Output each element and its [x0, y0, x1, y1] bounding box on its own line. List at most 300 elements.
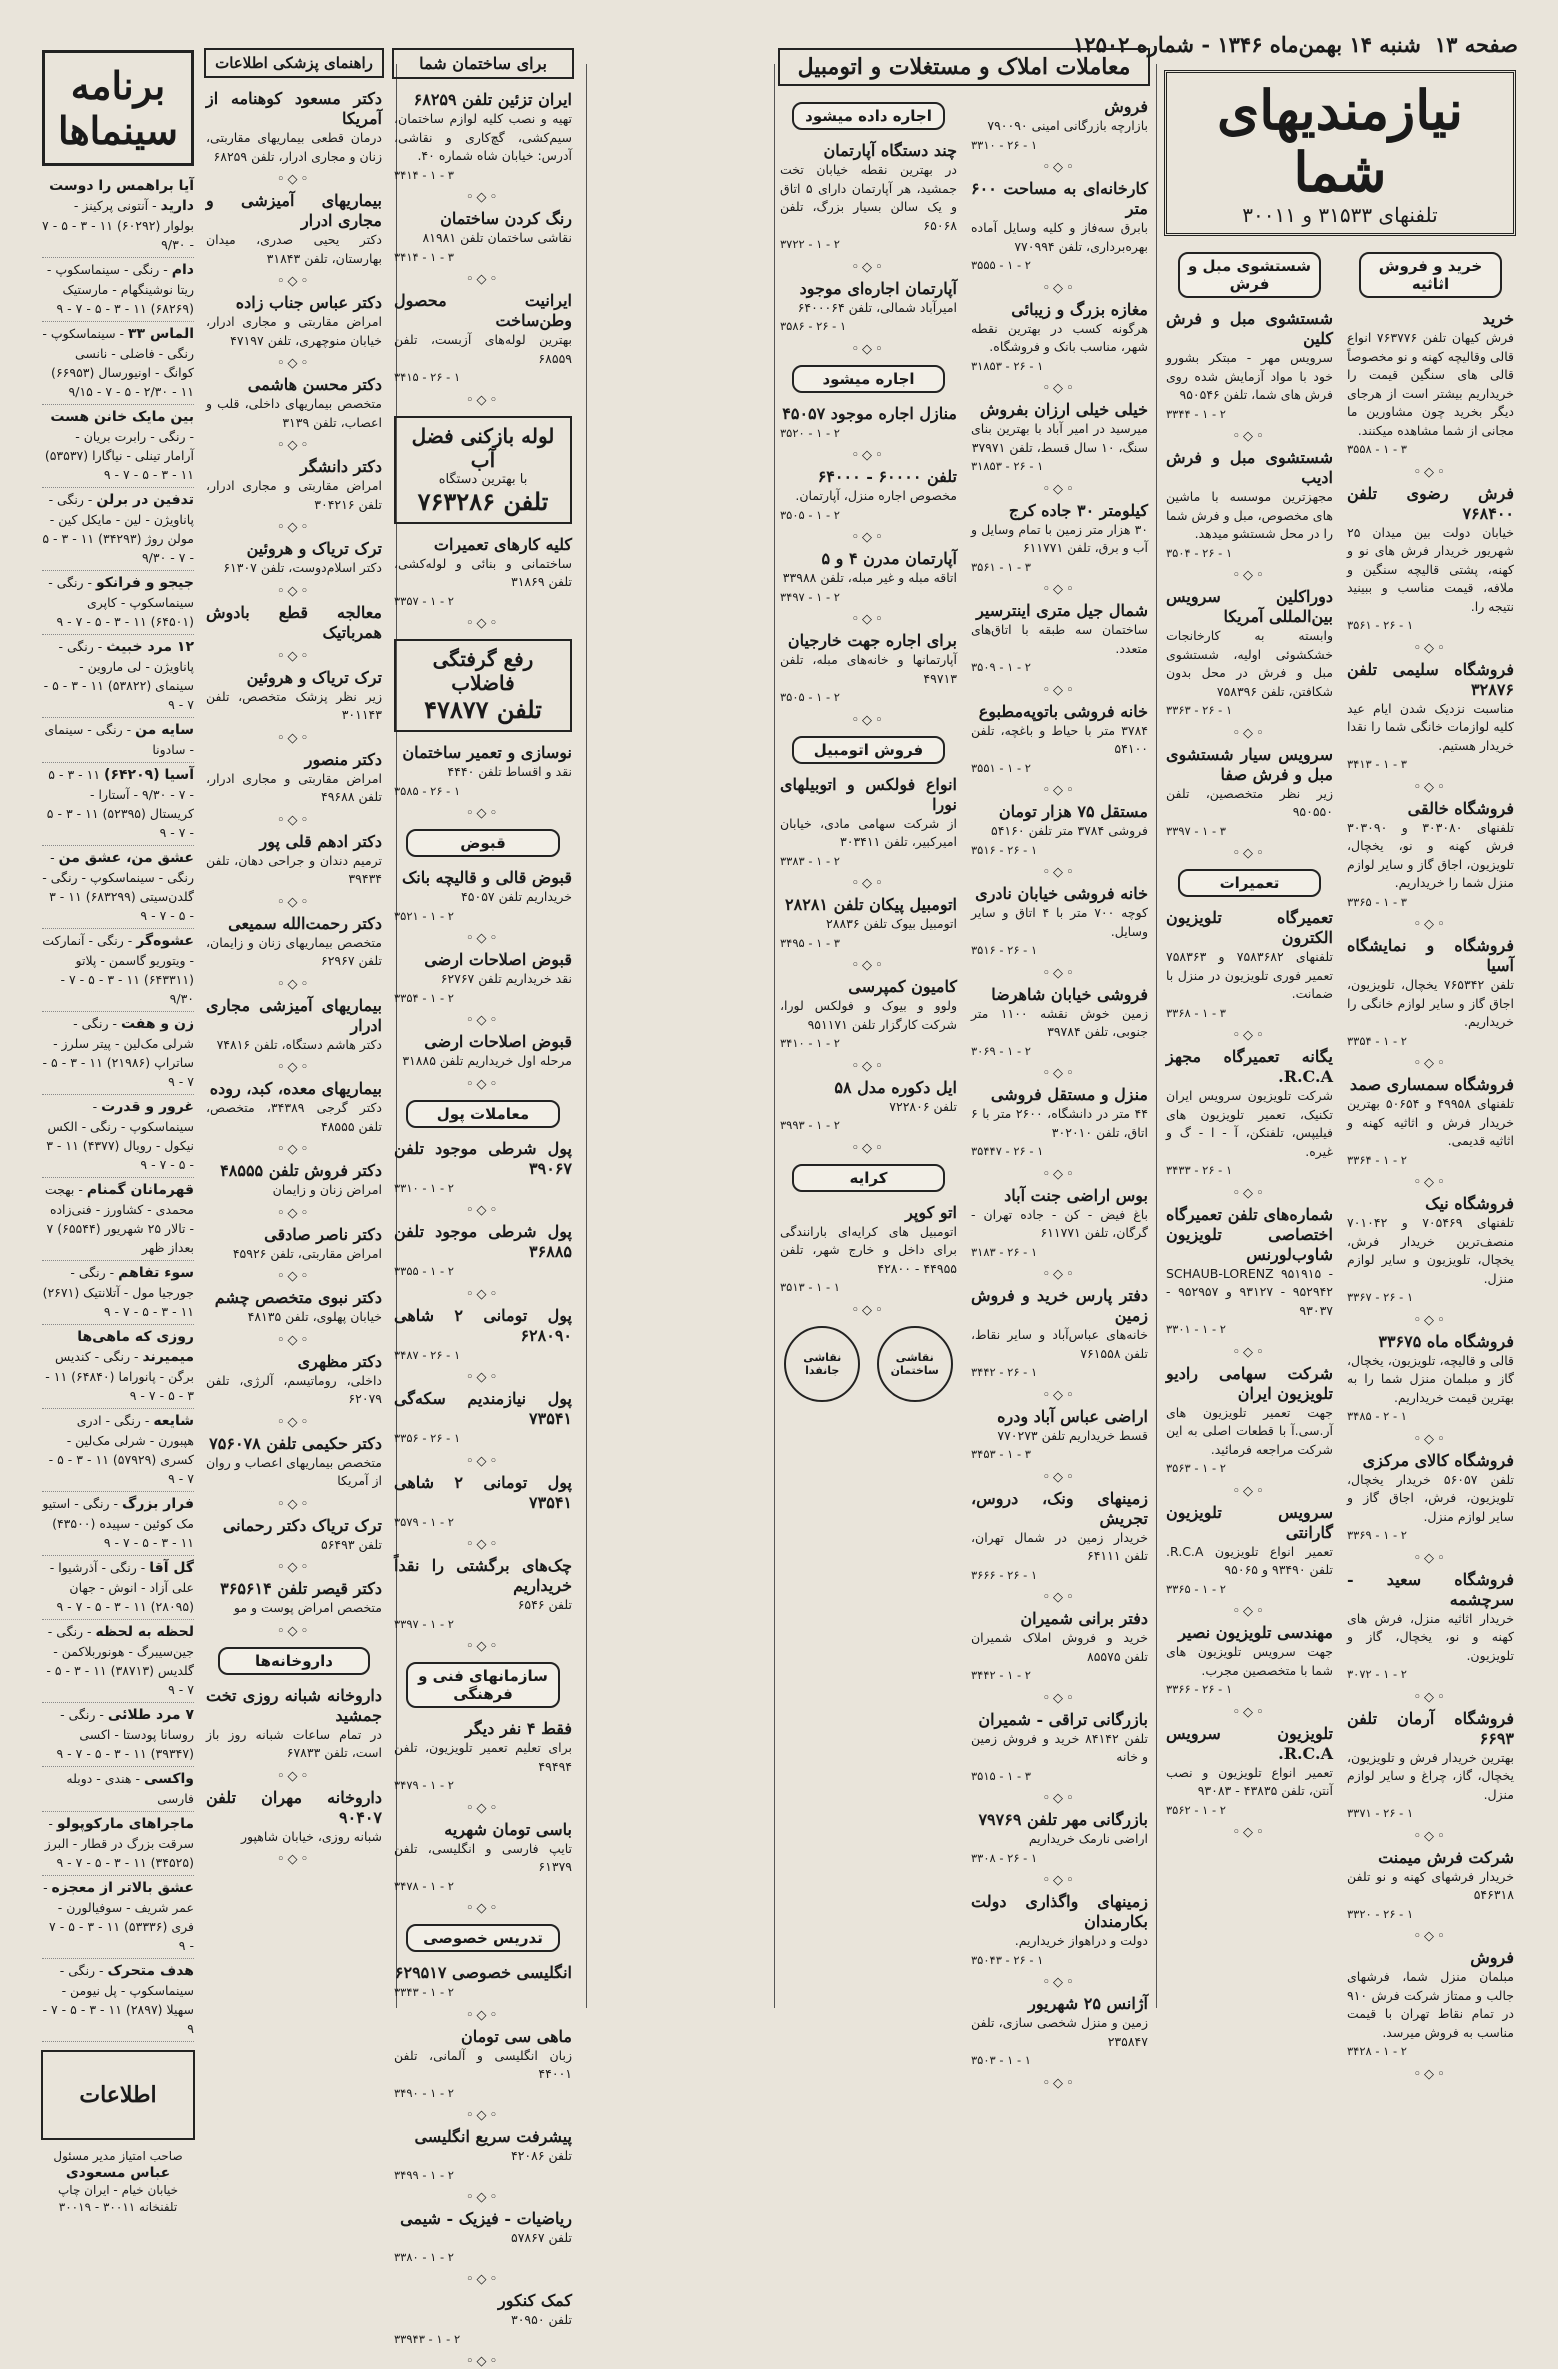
- ad-title: ترک تریاک دکتر رحمانی: [222, 1515, 382, 1535]
- ad-title: آپارتمان اجاره‌ای موجود: [799, 278, 957, 298]
- ad-code: ۳۴۱۳ - ۱ - ۳: [1347, 757, 1407, 771]
- ad-body: تهیه و نصب کلیه لوازم ساختمان، سیم‌کشی، گچ‌کاری و نقاشی، آدرس: خیابان شاه شماره ۴۰.: [394, 111, 572, 163]
- cinema-listing: [42, 1261, 194, 1325]
- cinema-listing: [42, 718, 194, 763]
- cinema-listing: [42, 1409, 194, 1492]
- ad-separator: ◦◇◦: [1042, 682, 1077, 698]
- cinema-listing: [42, 763, 194, 846]
- section-buy-sell: خرید و فروش اثاثیه: [1359, 252, 1502, 298]
- ad-title: مغازه بزرگ و زیبائی: [1011, 299, 1148, 319]
- classified-ad: [969, 1082, 1150, 1165]
- ad-body: مخصوص اجاره منزل، آپارتمان.: [795, 488, 957, 503]
- doctor-ad: [204, 454, 384, 518]
- ad-title: شرکت سهامی رادیو تلویزیون ایران: [1166, 1363, 1333, 1403]
- ad-separator: ◦◇◦: [465, 931, 501, 946]
- ad-body: امراض زنان و زایمان: [272, 1182, 382, 1197]
- film-details: - سرقت بزرگ در قطار - البرز (۳۴۵۲۵) ۱۱ - ۳ - ۵ - ۷ - ۹: [44, 1816, 194, 1870]
- ad-separator: ◦◇◦: [465, 1370, 501, 1385]
- ad-body: زبان انگلیسی و آلمانی، تلفن ۴۴۰۰۱: [394, 2047, 572, 2081]
- classified-ad: [1164, 1202, 1335, 1343]
- ad-code: ۳۵۱۳ - ۱ - ۱: [780, 1280, 840, 1294]
- cinema-listing: [42, 405, 194, 488]
- section-banner: [1164, 70, 1516, 236]
- ad-separator: ◦◇◦: [851, 712, 886, 728]
- film-title: سوء تفاهم: [118, 1265, 194, 1281]
- ad-separator: ◦◇◦: [1042, 1975, 1077, 1990]
- ad-title: ترک تریاک و هروئین: [246, 667, 382, 687]
- section-rent: اجاره داده میشود: [792, 102, 945, 130]
- ad-body: تلفن ۴۲۰۸۶: [510, 2148, 572, 2163]
- film-details: - رنگی - رابرت بریان - آرامار تینلی - نیاگارا (۵۳۵۳۷) ۱۱ - ۳ - ۵ - ۷ - ۹: [44, 429, 194, 482]
- cinema-listing: [42, 635, 194, 718]
- banner-title: نیازمندیهای شما: [1216, 78, 1464, 204]
- ad-body: خرید و فروش املاک شمیران تلفن ۸۵۵۷۵: [971, 1630, 1148, 1664]
- ad-title: اتو کوپر: [905, 1202, 957, 1222]
- ad-body: از شرکت سهامی مادی، خیابان امیرکبیر، تلفن ۳۰۳۴۱۱: [780, 815, 957, 849]
- ad-separator: ◦◇◦: [1413, 2066, 1448, 2082]
- ad-body: SCHAUB-LORENZ ۹۵۱۹۱۵ - ۹۳۱۲۷ - ۹۵۲۹۴۲ و ۹۵۲۹۵۷ - ۹۳۰۳۷: [1166, 1265, 1334, 1318]
- classified-ad: [1164, 905, 1335, 1026]
- ad-code: ۳۴۴۲ - ۱ - ۲: [971, 1668, 1031, 1682]
- ad-body: ساختمانی و بنائی و لوله‌کشی، تلفن ۳۱۸۶۹: [394, 555, 572, 589]
- ad-code: ۳۵۱۵ - ۱ - ۳: [971, 1768, 1031, 1783]
- ad-code: ۳۳۹۷ - ۱ - ۲: [394, 1616, 454, 1631]
- ad-separator: ◦◇◦: [276, 356, 312, 371]
- ad-title: فرش رضوی تلفن ۷۶۸۴۰۰: [1347, 483, 1514, 523]
- classified-ad: [969, 982, 1150, 1065]
- ad-title: فروشگاه ماه ۳۳۶۷۵: [1378, 1331, 1514, 1351]
- ad-title: تعمیرگاه تلویزیون الکترون: [1166, 908, 1333, 947]
- ad-separator: ◦◇◦: [1232, 429, 1267, 444]
- film-title: هدف متحرک: [107, 1963, 194, 1979]
- ad-separator: ◦◇◦: [851, 341, 886, 357]
- ad-code: ۳۵۵۵ - ۱ - ۲: [971, 258, 1031, 272]
- doctor-ad: [204, 665, 384, 729]
- ad-title: کیلومتر ۳۰ جاده کرج: [1008, 500, 1148, 520]
- classified-ad: [1164, 1620, 1335, 1703]
- section-wanted: اجاره میشود: [792, 365, 945, 393]
- film-title: بین مایک خانن هست: [50, 409, 194, 425]
- ad-separator: ◦◇◦: [1042, 1873, 1077, 1888]
- ad-code: ۳۵۰۵ - ۱ - ۲: [780, 507, 840, 522]
- ad-body: تلفنهای ۷۵۸۳۶۸۲ و ۷۵۸۳۶۳ تعمیر فوری تلویزیون در منزل با ضمانت.: [1166, 949, 1333, 1001]
- ad-separator: ◦◇◦: [465, 392, 501, 408]
- ad-title: دکتر نبوی متخصص چشم: [214, 1288, 382, 1307]
- ad-separator: ◦◇◦: [465, 2272, 501, 2287]
- ad-separator: ◦◇◦: [276, 730, 312, 746]
- ad-separator: ◦◇◦: [1413, 1312, 1448, 1328]
- ad-code: ۳۹۹۳ - ۱ - ۲: [780, 1118, 840, 1132]
- ad-separator: ◦◇◦: [276, 1768, 312, 1784]
- ad-body: آپارتمانها و خانه‌های مبله، تلفن ۴۹۷۱۳: [780, 652, 957, 686]
- drain-cleaning-ad: لوله بازکنی فضل آب با بهترین دستگاه تلفن ۷۶۳۲۸۶: [394, 416, 572, 524]
- ad-body: تلفن ۷۲۲۸۰۶: [889, 1098, 957, 1114]
- ad-separator: ◦◇◦: [1413, 779, 1448, 795]
- column-rule: [1156, 64, 1157, 2008]
- ad-separator: ◦◇◦: [1042, 1590, 1077, 1605]
- ad-title: فروش: [1104, 97, 1148, 116]
- ad-code: ۳۴۱۰ - ۱ - ۲: [780, 1036, 840, 1050]
- cinema-title: برنامه سینماها: [42, 50, 194, 166]
- ad-body: قالی و قالیچه، تلویزیون، یخچال، گاز و مبلمان منزل شما را به بهترین قیمت خریداریم.: [1347, 1352, 1514, 1405]
- ad-code: ۳۴۱۵ - ۲۶ - ۱: [394, 370, 461, 384]
- ad-separator: ◦◇◦: [276, 1560, 312, 1575]
- ad-separator: ◦◇◦: [276, 976, 312, 992]
- ad-code: ۳۴۹۵ - ۱ - ۳: [780, 935, 840, 950]
- ad-body: کوچه ۷۰۰ متر با ۴ اتاق و سایر وسایل.: [971, 905, 1148, 939]
- cinema-listing: [42, 322, 194, 405]
- ad-title: ماهی سی تومان: [460, 2026, 572, 2046]
- ad-title: خیلی خیلی ارزان بفروش: [979, 400, 1148, 419]
- ad-code: ۳۵۸۶ - ۲۶ - ۱: [780, 319, 847, 333]
- section-receipts: قبوض: [406, 829, 560, 857]
- ad-title: سرویس سیار شستشوی مبل و فرش صفا: [1166, 744, 1333, 784]
- ad-code: ۳۴۸۵ - ۲ - ۱: [1347, 1409, 1407, 1423]
- classified-ad: [1345, 933, 1516, 1054]
- doctor-ad: [204, 911, 384, 975]
- cinema-listing: [42, 1876, 194, 1959]
- ad-body: نقاشی ساختمان تلفن ۸۱۹۸۱: [422, 230, 572, 245]
- classified-ad: [778, 401, 959, 447]
- ad-separator: ◦◇◦: [1413, 1828, 1448, 1844]
- ad-title: دفتر برانی شمیران: [1020, 1609, 1148, 1628]
- film-title: ماجراهای مارکوپولو: [56, 1816, 194, 1832]
- ad-code: ۳۵۶۱ - ۱ - ۳: [971, 559, 1031, 574]
- ad-separator: ◦◇◦: [1042, 1267, 1077, 1282]
- ad-separator: ◦◇◦: [276, 583, 312, 599]
- cinema-listing: [42, 929, 194, 1012]
- film-details: - رنگی - استیو مک کوئین - سپیده (۴۳۵۰۰) ۱۱ - ۳ - ۵ - ۷ - ۹: [42, 1496, 194, 1550]
- classified-ad: [969, 498, 1150, 581]
- ad-code: ۳۴۳۳ - ۲۶ - ۱: [1166, 1163, 1233, 1177]
- ad-separator: ◦◇◦: [465, 1203, 501, 1218]
- classified-ad: [1164, 1721, 1335, 1824]
- classified-ad: [778, 1200, 959, 1301]
- ad-code: ۳۵۱۶ - ۲۶ - ۱: [971, 842, 1038, 857]
- classified-ad: [392, 206, 574, 270]
- classified-ad: [392, 288, 574, 391]
- ad-code: ۳۳۶۳ - ۲۶ - ۱: [1166, 703, 1233, 717]
- ad-body: خریدار اثاثیه منزل، فرش های کهنه و نو، یخچال، گاز و تلویزیون.: [1347, 1610, 1514, 1663]
- classified-ad: [392, 532, 574, 615]
- ad-separator: ◦◇◦: [851, 259, 886, 275]
- ad-body: تلفن ۵۶۰۵۷ خریدار یخچال، تلویزیون، فرش، اجاق گاز و سایر لوازم منزل.: [1347, 1471, 1514, 1524]
- ad-code: ۳۳۶۵ - ۱ - ۲: [1166, 1581, 1226, 1596]
- column-building: [390, 44, 576, 2369]
- cinema-listing: [42, 1012, 194, 1095]
- section-technical: سازمانهای فنی و فرهنگی: [406, 1662, 560, 1708]
- ad-body: امراض مقاربتی، تلفن ۴۵۹۲۶: [232, 1245, 382, 1261]
- ad-title: چند دستگاه آپارتمان: [823, 141, 957, 160]
- ad-title: داروخانه شبانه روزی تخت جمشید: [206, 1685, 382, 1725]
- classified-ad: [969, 1889, 1150, 1973]
- section-tutoring: تدریس خصوصی: [406, 1924, 560, 1952]
- classified-ad: [969, 1404, 1150, 1468]
- classified-ad: [392, 1817, 574, 1900]
- classified-ad: [1345, 1706, 1516, 1827]
- ad-title: شستشوی مبل و فرش کلین: [1166, 309, 1333, 348]
- section-money: معاملات پول: [406, 1100, 560, 1128]
- ad-body: ۴۴ متر در دانشگاه، ۲۶۰۰ متر با ۶ اتاق، تلفن ۳۰۲۰۱۰: [971, 1106, 1148, 1140]
- ad-separator: ◦◇◦: [276, 648, 312, 664]
- ad-separator: ◦◇◦: [1232, 1704, 1267, 1720]
- ad-code: ۳۳۶۸ - ۱ - ۳: [1166, 1005, 1226, 1020]
- ad-body: هرگونه کسب در بهترین نقطه شهر، مناسب بانک و فروشگاه.: [971, 320, 1148, 354]
- ad-code: ۳۳۱۰ - ۲۶ - ۱: [971, 137, 1038, 152]
- ad-separator: ◦◇◦: [465, 2190, 501, 2205]
- ad-separator: ◦◇◦: [1232, 1028, 1267, 1043]
- film-title: فرار بزرگ: [122, 1496, 194, 1512]
- ad-separator: ◦◇◦: [1413, 1175, 1448, 1190]
- ad-separator: ◦◇◦: [1232, 846, 1267, 861]
- ad-body: تعمیر انواع تلویزیون R.C.A. تلفن ۹۳۴۹۰ و ۹۵۰۶۵: [1166, 1543, 1333, 1577]
- film-title: عشوه‌گر: [136, 933, 194, 949]
- ad-separator: ◦◇◦: [851, 958, 886, 973]
- ad-separator: ◦◇◦: [276, 1414, 312, 1430]
- classified-ad: [969, 1486, 1150, 1589]
- doctor-ad: [204, 829, 384, 893]
- cinema-listing: [42, 1959, 194, 2042]
- ad-separator: ◦◇◦: [276, 894, 312, 910]
- film-details: - رنگی - شرلی مک‌لین - پیتر سلرز - ساتراپ (۲۱۹۸۶) ۱۱ - ۳ - ۵ - ۷ - ۹: [42, 1016, 194, 1089]
- ad-title: یگانه تعمیرگاه مجهز R.C.A.: [1166, 1047, 1333, 1086]
- film-title: ۷ مرد طلائی: [107, 1707, 194, 1723]
- ad-code: ۳۵۱۶ - ۲۶ - ۱: [971, 943, 1038, 957]
- ad-body: سرویس مهر - مبتکر بشورو خود با مواد آزمایش شده روی فرش های شما، تلفن ۹۵۰۵۴۶: [1166, 350, 1333, 402]
- painter-stamp: نقاشی ساختمان: [877, 1326, 953, 1402]
- film-details: - رنگی - پاناویژن - لین - مایکل کین - مولن روژ (۳۴۲۹۳) ۱۱ - ۳ - ۵ - ۷ - ۹/۳۰: [42, 492, 194, 565]
- ad-separator: ◦◇◦: [1042, 481, 1077, 497]
- classified-ad: [392, 1553, 574, 1637]
- classified-ad: [392, 1386, 574, 1452]
- classified-ad: [778, 464, 959, 528]
- film-details: - رنگی - جین‌سیبرگ - هونوربلاکمن - گلدیس (۳۸۷۱۳) ۱۱ - ۳ - ۵ - ۷ - ۹: [46, 1624, 194, 1697]
- ad-separator: ◦◇◦: [1042, 160, 1077, 175]
- column-rule: [774, 64, 775, 2008]
- ad-separator: ◦◇◦: [465, 2007, 501, 2023]
- classified-ad: [969, 397, 1150, 480]
- section-title-building: برای ساختمان شما: [392, 48, 574, 79]
- film-details: - رنگی - سینماسکوپ - کاپری (۶۴۵۰۱) ۱۱ - ۳ - ۵ - ۷ - ۹: [48, 575, 194, 629]
- ad-body: خیابان پهلوی، تلفن ۴۸۱۳۵: [247, 1309, 382, 1324]
- ad-separator: ◦◇◦: [276, 1205, 312, 1221]
- ad-code: ۳۳۵۴ - ۱ - ۲: [1347, 1033, 1407, 1048]
- section-title-medical: راهنمای پزشکی اطلاعات: [204, 48, 384, 78]
- cinema-listing: [42, 1325, 194, 1409]
- ad-separator: ◦◇◦: [1232, 1185, 1267, 1201]
- ad-title: خانه فروشی باتوپه‌مطبوع: [978, 701, 1148, 721]
- ad-code: ۳۵۵۱ - ۱ - ۲: [971, 760, 1031, 775]
- ad-body: بازارچه بازرگانی امینی ۷۹۰۰۹۰: [987, 118, 1148, 133]
- ad-body: دکتر اسلام‌دوست، تلفن ۶۱۳۰۷: [223, 560, 382, 575]
- classified-ad: [392, 740, 574, 804]
- ad-title: فروش: [1470, 1948, 1514, 1967]
- ad-code: ۳۵۰۴ - ۲۶ - ۱: [1166, 545, 1233, 560]
- ad-title: زمینهای ونک، دروس، تجریش: [971, 1488, 1148, 1528]
- doctor-ad: [204, 86, 384, 170]
- ad-separator: ◦◇◦: [465, 2354, 501, 2369]
- ad-title: اتومبیل پیکان تلفن ۲۸۲۸۱: [785, 895, 957, 914]
- section-pharmacies: داروخانه‌ها: [218, 1647, 370, 1675]
- ad-separator: ◦◇◦: [1413, 1056, 1448, 1071]
- ad-code: ۳۵۶۳ - ۱ - ۲: [1166, 1461, 1226, 1475]
- page-number: صفحه ۱۳: [1434, 31, 1518, 57]
- classified-ad: [392, 947, 574, 1011]
- ad-body: خیابان دولت بین میدان ۲۵ شهریور خریدار فرش های نو و کهنه، پشتی قالیچه سنگین و ملافه، قیمت مناسب و ببینید نتیجه را.: [1347, 524, 1514, 614]
- ad-separator: ◦◇◦: [465, 1537, 501, 1552]
- ad-body: تلفن ۸۴۱۴۲ خرید و فروش زمین و خانه: [971, 1730, 1149, 1764]
- ad-separator: ◦◇◦: [1413, 640, 1448, 656]
- drain-unclogging-ad: رفع گرفتگی فاضلاب تلفن ۴۷۸۷۷: [394, 639, 572, 732]
- film-title: روزی که ماهی‌ها میمیرند: [77, 1329, 194, 1365]
- publisher-info: صاحب امتیاز مدیر مسئول عباس مسعودی خیابان خیام - ایران چاپ تلفنخانه ۳۰۰۱۱ - ۳۰۰۱۹: [53, 2149, 183, 2214]
- section-rental: کرایه: [792, 1164, 945, 1192]
- film-details: - هندی - دوبله فارسی: [66, 1771, 194, 1806]
- doctor-ad: [204, 1285, 384, 1331]
- classified-ad: [778, 546, 959, 610]
- ad-title: دکتر ناصر صادقی: [264, 1224, 382, 1244]
- ad-body: شبانه روزی، خیابان شاهپور: [241, 1828, 382, 1844]
- classified-ad: [1345, 1072, 1516, 1173]
- ad-code: ۳۵۵۸ - ۱ - ۳: [1347, 442, 1407, 456]
- ad-code: ۳۳۰۱ - ۱ - ۲: [1166, 1322, 1226, 1336]
- ad-title: رنگ کردن ساختمان: [440, 209, 572, 228]
- ad-title: پول شرطی موجود تلفن ۳۹۰۶۷: [394, 1138, 572, 1178]
- ad-title: کارخانه‌ای به مساحت ۶۰۰ متر: [971, 179, 1148, 218]
- ad-separator: ◦◇◦: [276, 1852, 312, 1867]
- ad-separator: ◦◇◦: [1232, 1344, 1267, 1360]
- ad-body: متخصص بیماریهای داخلی، قلب و اعصاب، تلفن ۳۱۳۹: [206, 396, 382, 430]
- ad-title: بیماریهای آمیزشی مجاری ادرار: [206, 995, 382, 1035]
- ad-title: کمک کنکور: [497, 2291, 572, 2310]
- ad-separator: ◦◇◦: [276, 1496, 312, 1512]
- ad-code: ۳۶۶۶ - ۲۶ - ۱: [971, 1567, 1038, 1582]
- ad-title: شمال جیل متری اینترسیر: [976, 601, 1148, 620]
- ad-title: پول تومانی ۲ شاهی ۶۲۸۰۹۰: [394, 1305, 572, 1345]
- ad-code: ۳۳۵۷ - ۱ - ۲: [394, 593, 454, 608]
- ad-body: تایپ فارسی و انگلیسی، تلفن ۶۱۳۷۹: [394, 1840, 572, 1874]
- ad-title: نوسازی و تعمیر ساختمان: [402, 743, 572, 762]
- ad-title: برای اجاره جهت خارجیان: [787, 631, 957, 650]
- classified-ad: [1164, 1044, 1335, 1184]
- ad-title: آپارتمان مدرن ۴ و ۵: [821, 549, 957, 568]
- ad-separator: ◦◇◦: [465, 1901, 501, 1916]
- ad-code: ۳۷۲۲ - ۱ - ۲: [780, 237, 840, 251]
- doctor-ad: [204, 1222, 384, 1268]
- classified-ad: [392, 1470, 574, 1536]
- ad-title: اراضی عباس آباد ودره: [997, 1406, 1148, 1426]
- ad-separator: ◦◇◦: [1042, 1387, 1077, 1403]
- ad-title: دکتر رحمت‌الله سمیعی: [228, 913, 382, 933]
- ad-code: ۳۳۶۴ - ۱ - ۲: [1347, 1152, 1407, 1167]
- film-details: - رنگی - آذرشیوا - علی آزاد - انوش - جهان (۲۸۰۹۵) ۱۱ - ۳ - ۵ - ۷ - ۹: [49, 1560, 194, 1614]
- ad-code: ۳۵۶۱ - ۲۶ - ۱: [1347, 618, 1414, 632]
- classified-ad: [778, 138, 959, 258]
- ad-code: ۳۰۷۲ - ۱ - ۲: [1347, 1667, 1407, 1681]
- ad-separator: ◦◇◦: [851, 876, 886, 891]
- ad-title: فقط ۴ نفر دیگر: [465, 1719, 572, 1738]
- film-title: عشق بالاتر از معجزه: [51, 1880, 194, 1896]
- film-title: قهرمانان گمنام: [86, 1182, 194, 1198]
- ad-title: مهندسی تلویزیون نصیر: [1178, 1623, 1333, 1642]
- classified-ad: [969, 1991, 1150, 2074]
- classified-ad: [969, 176, 1150, 279]
- painter-stamp: نقاشی جانفدا: [784, 1326, 860, 1402]
- classified-ad: [392, 1303, 574, 1369]
- ad-code: ۳۳۶۷ - ۲۶ - ۱: [1347, 1290, 1414, 1304]
- ad-title: دکتر فروش تلفن ۴۸۵۵۵: [220, 1161, 382, 1180]
- ad-title: فروشگاه آرمان تلفن ۶۶۹۳: [1347, 1708, 1514, 1748]
- cinema-listing: [42, 1492, 194, 1556]
- ad-code: ۳۳۶۶ - ۲۶ - ۱: [1166, 1682, 1233, 1696]
- film-details: - رنگی - جورجیا مول - آتلانتیک (۲۶۷۱) ۱۱ - ۳ - ۵ - ۷ - ۹: [42, 1265, 194, 1319]
- ad-title: دکتر حکیمی تلفن ۷۵۶۰۷۸: [209, 1433, 382, 1453]
- ad-separator: ◦◇◦: [276, 1332, 312, 1348]
- ad-code: ۳۴۸۷ - ۲۶ - ۱: [394, 1347, 461, 1362]
- ad-separator: ◦◇◦: [465, 1286, 501, 1302]
- ad-body: زیر نظر متخصصین، تلفن ۹۵۰۵۵۰: [1166, 785, 1333, 819]
- ad-title: کامیون کمپرسی: [848, 977, 957, 996]
- ad-separator: ◦◇◦: [276, 1142, 312, 1157]
- film-title: تدفین در برلن: [96, 492, 194, 508]
- ad-body: زیر نظر پزشک متخصص، تلفن ۳۰۱۱۴۳: [206, 688, 382, 722]
- classified-ad: [392, 2288, 574, 2352]
- ad-title: دفتر پارس خرید و فروش زمین: [971, 1286, 1148, 1325]
- ad-body: در تمام ساعات شبانه روز باز است، تلفن ۶۷۸۳۳: [206, 1726, 382, 1760]
- classified-ad: [1345, 1329, 1516, 1430]
- ad-separator: ◦◇◦: [465, 1639, 501, 1654]
- ad-body: ولوو و بیوک و فولکس لورا، شرکت کارگزار تلفن ۹۵۱۱۷۱: [780, 998, 957, 1032]
- classified-ad: [392, 865, 574, 929]
- ad-code: ۳۰۶۹ - ۱ - ۲: [971, 1043, 1031, 1058]
- ad-separator: ◦◇◦: [465, 1076, 501, 1092]
- classified-ad: [778, 1075, 959, 1139]
- ad-body: خریدار فرشهای کهنه و نو تلفن ۵۴۶۳۱۸: [1347, 1868, 1514, 1902]
- ad-body: برای تعلیم تعمیر تلویزیون، تلفن ۴۹۴۹۴: [394, 1740, 572, 1774]
- ad-separator: ◦◇◦: [276, 812, 312, 828]
- ad-body: داخلی، روماتیسم، آلرژی، تلفن ۶۲۰۷۹: [206, 1372, 382, 1406]
- ad-title: پول تومانی ۲ شاهی ۷۳۵۴۱: [394, 1472, 572, 1512]
- ad-code: ۳۵۰۳ - ۱ - ۱: [971, 2053, 1031, 2067]
- ad-body: نقد خریداریم تلفن ۶۲۷۶۷: [440, 971, 572, 986]
- film-details: - عمر شریف - سوفیالورن - فری (۵۳۳۳۶) ۱۱ - ۳ - ۵ - ۷ - ۹: [43, 1880, 194, 1953]
- film-title: الماس ۳۳: [128, 326, 194, 342]
- ad-separator: ◦◇◦: [1042, 783, 1077, 798]
- film-title: واکسی: [143, 1771, 194, 1787]
- wash-repair-column: [1162, 244, 1337, 2083]
- ad-separator: ◦◇◦: [1042, 1469, 1077, 1485]
- ad-separator: ◦◇◦: [1413, 464, 1448, 480]
- ad-code: ۳۳۵۴ - ۱ - ۲: [394, 990, 454, 1005]
- ad-title: فروشگاه و نمایشگاه آسیا: [1347, 936, 1514, 975]
- cinema-listing: [42, 1178, 194, 1261]
- classified-ad: [392, 2206, 574, 2270]
- classified-ad: [1164, 1361, 1335, 1482]
- film-title: عشق من، عشق من: [58, 850, 194, 866]
- banner-phones: تلفنهای ۳۱۵۳۳ و ۳۰۰۱۱: [1242, 203, 1438, 227]
- ad-separator: ◦◇◦: [1042, 1066, 1077, 1081]
- ad-title: ایران تزئین تلفن ۶۸۲۵۹: [413, 90, 572, 109]
- classified-ad: [1164, 1500, 1335, 1603]
- pharmacy-ad: [204, 1785, 384, 1851]
- doctor-ad: [204, 747, 384, 811]
- ad-title: دکتر قیصر تلفن ۳۶۵۶۱۴: [220, 1579, 382, 1598]
- ad-body: دکتر هاشم دستگاه، تلفن ۷۴۸۱۶: [216, 1036, 382, 1052]
- film-details: - رنگی - آنمارکت - ویتوریو گاسمن - پلاتو (۶۴۳۳۱۱) ۱۱ - ۳ - ۵ - ۷ - ۹/۳۰: [42, 933, 194, 1006]
- classified-ad: [969, 1283, 1150, 1386]
- doctor-ad: [204, 1576, 384, 1622]
- ad-title: انگلیسی خصوصی ۶۲۹۵۱۷: [394, 1963, 572, 1982]
